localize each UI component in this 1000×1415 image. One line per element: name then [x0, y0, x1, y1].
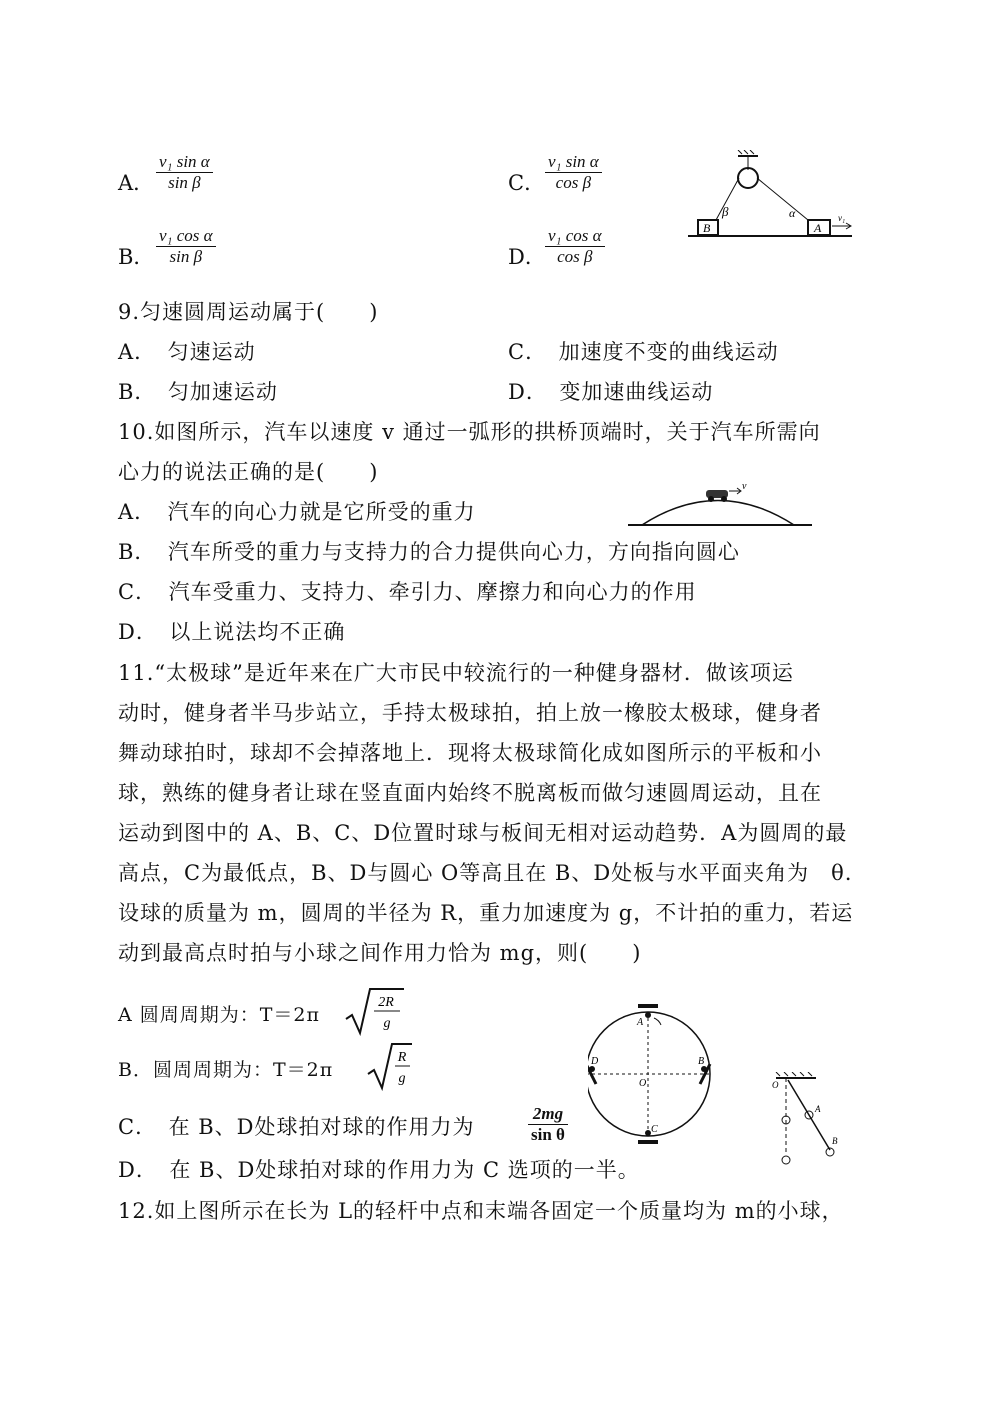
q11-line-6: 高点，C为最低点，B、D与圆心 O等高且在 B、D处板与水平面夹角为 θ．: [118, 861, 867, 885]
q9-option-d: D． 变加速曲线运动: [508, 380, 714, 404]
q11-line-1: 11.“太极球”是近年来在广大市民中较流行的一种健身器材．做该项运: [118, 661, 794, 685]
q8-option-a-key: A．: [118, 171, 155, 195]
q11-line-4: 球，熟练的健身者让球在竖直面内始终不脱离板而做匀速圆周运动，且在: [118, 781, 822, 805]
q11-line-2: 动时，健身者半马步站立，手持太极球拍，拍上放一橡胶太极球，健身者: [118, 701, 822, 725]
q11-line-8: 动到最高点时拍与小球之间作用力恰为 mg，则( ): [118, 941, 642, 965]
q9-option-b: B． 匀加速运动: [118, 380, 278, 404]
q11-option-b-sqrt: [366, 1040, 416, 1092]
q11-line-3: 舞动球拍时，球却不会掉落地上．现将太极球简化成如图所示的平板和小: [118, 741, 822, 765]
q10-figure-v: v: [742, 481, 747, 492]
q8-option-c-fraction: [545, 152, 602, 193]
q8-option-d-num: v₁ cos α: [545, 226, 605, 247]
q8-option-c-den: cos β: [555, 173, 592, 192]
q11-option-a-text: A 圆周周期为：T＝2π: [118, 1004, 321, 1026]
q11-option-c-den: sin θ: [531, 1125, 565, 1144]
q10-option-d: D． 以上说法均不正确: [118, 620, 346, 644]
q11-option-a-sqrt-num: 2R: [378, 995, 394, 1010]
q9-stem: 9.匀速圆周运动属于( ): [118, 300, 379, 324]
q12-rod-figure: [766, 1072, 846, 1172]
q8-option-b-den: sin β: [169, 247, 203, 266]
q11-option-a: [118, 1000, 320, 1030]
q8-option-d-fraction: [545, 226, 605, 267]
q8-figure-label-b: B: [703, 221, 711, 235]
q11-option-b: [118, 1055, 333, 1085]
q9-option-a: A． 匀速运动: [118, 340, 256, 364]
q11-option-a-sqrt-den: g: [383, 1016, 391, 1031]
q8-pulley-figure: [686, 150, 858, 245]
q10-stem-1: 10.如图所示，汽车以速度 v 通过一弧形的拱桥顶端时，关于汽车所需向: [118, 420, 821, 444]
q11-figure-d: D: [591, 1056, 599, 1067]
q11-option-c-fraction: [528, 1104, 568, 1145]
q8-figure-beta: β: [722, 204, 729, 219]
q9-option-c: C． 加速度不变的曲线运动: [508, 340, 779, 364]
q10-option-a: A． 汽车的向心力就是它所受的重力: [118, 500, 476, 524]
q8-option-c-num: v₁ sin α: [545, 152, 602, 173]
q8-option-d-key: D．: [508, 245, 546, 269]
q8-figure-alpha: α: [789, 206, 796, 220]
q12-stem: 12.如上图所示在长为 L的轻杆中点和末端各固定一个质量均为 m的小球，: [118, 1199, 844, 1223]
q10-option-c: C． 汽车受重力、支持力、牵引力、摩擦力和向心力的作用: [118, 580, 697, 604]
q12-figure-o: O: [772, 1080, 779, 1090]
q12-figure-b: B: [832, 1136, 838, 1146]
q10-bridge-figure: [628, 478, 812, 530]
q8-figure-label-a: A: [814, 221, 822, 235]
q8-option-d-den: cos β: [557, 247, 593, 266]
q12-figure-a: A: [815, 1104, 821, 1114]
q11-figure-o: O: [639, 1078, 647, 1089]
q11-option-b-sqrt-den: g: [398, 1071, 406, 1086]
q8-option-a-num: v₁ sin α: [156, 152, 213, 173]
q10-stem-2: 心力的说法正确的是( ): [118, 460, 379, 484]
q8-option-b-num: v₁ cos α: [156, 226, 216, 247]
q11-option-c-text: C． 在 B、D处球拍对球的作用力为: [118, 1115, 475, 1139]
q8-option-b-key: B．: [118, 245, 155, 269]
q11-option-a-sqrt: [344, 985, 406, 1037]
q8-option-a-fraction: [156, 152, 213, 193]
q8-option-a-den: sin β: [168, 173, 201, 192]
q11-line-5: 运动到图中的 A、B、C、D位置时球与板间无相对运动趋势．A为圆周的最: [118, 821, 848, 845]
q11-circle-figure: [588, 998, 716, 1150]
q11-figure-a: A: [637, 1017, 644, 1028]
q11-figure-c: C: [651, 1124, 658, 1135]
q8-option-b-fraction: [156, 226, 216, 267]
q10-option-b: B． 汽车所受的重力与支持力的合力提供向心力，方向指向圆心: [118, 540, 740, 564]
q11-line-7: 设球的质量为 m，圆周的半径为 R，重力加速度为 g，不计拍的重力，若运: [118, 901, 854, 925]
q8-option-c-key: C．: [508, 171, 546, 195]
q8-figure-v1: v₁: [838, 213, 846, 223]
q11-figure-b: B: [698, 1056, 705, 1067]
q11-option-b-text: B．圆周周期为：T＝2π: [118, 1059, 334, 1081]
q11-option-c-num: 2mg: [528, 1104, 568, 1125]
q11-option-d: D． 在 B、D处球拍对球的作用力为 C 选项的一半。: [118, 1158, 640, 1182]
q11-option-b-sqrt-num: R: [397, 1050, 407, 1065]
